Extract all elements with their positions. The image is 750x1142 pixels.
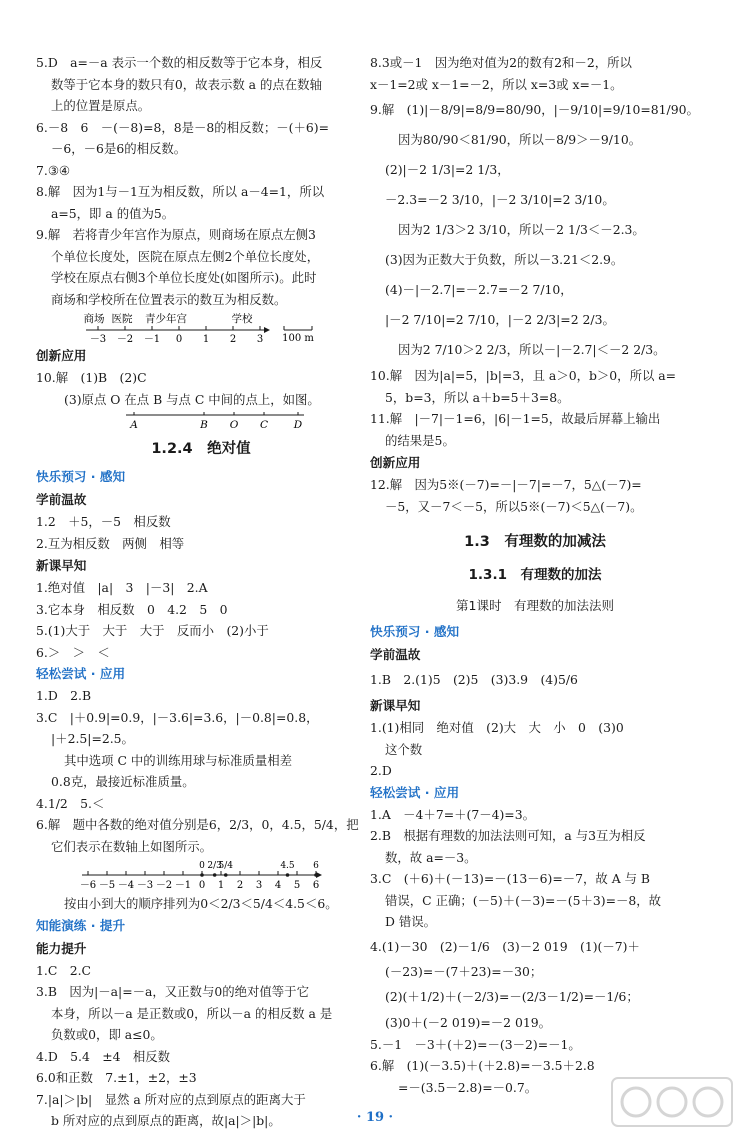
number-line-figure-9 [36,310,366,344]
heading-innovation-right: 创新应用 [370,455,421,470]
fig9-tick-label: 2 [229,334,237,344]
fig6-tick-label: －6 [79,880,97,891]
fig10-point-label: D [293,419,303,431]
answer-5: 5.D a=－a 表示一个数的相反数等于它本身，相反 数等于它本身的数只有0，故表示数 a 的点在数轴 上的位置是原点。 [36,55,323,113]
fig6-tick-label: 3 [255,880,263,891]
label-youth-palace: 青少年宫 [145,313,187,325]
answer-9: 9.解 若将青少年宫作为原点，则商场在原点左侧3 个单位长度处，医院在原点左侧2个单位长度处， 学校在原点右侧3个单位长度处(如图所示)。此时 商场和学校所在位置表示的数互为相反数。 [36,227,320,307]
heading-ability: 能力提升 [36,940,87,956]
page-number: · 19 · [356,1110,394,1125]
right-column: 8.3或－1 因为绝对值为2的数有2和－2，所以 x－1=2或 x－1=－2，所以 x=3或 x=－1。 9.解 (1)|－8/9|=8/9=80/90，|－9/10|=9/10=81/90。 因为80/90＜81/90，所以－8/9＞－9/10。 (2)|－2 1/3|=2 1/3， －2.3=－2 3/10，|－2 3/10|=2 3/10。 因为2 1/3＞2 3/10，所以－2 1/3＜－2.3。 (3)因为正数大于负数，所以－3.21＜2.9。 (4)－|－2.7|=－2.7=－2 7/10， |－2 7/10|=2 7/10，|－2 2/3|=2 2/3。 因为2 7/10＞2 2/3，所以－|－2.7|＜－2 2/3。 10.解 因为|a|=5，|b|=3，且 a＞0，b＞0，所以 a= 5，b=3，所以 a＋b=5＋3=8。 11.解 |－7|－1=6，|6|－1=5，故最后屏幕上输出 的结果是5。 创新应用 12.解 因为5※(－7)=－|－7|=－7，5△(－7)= －5，又－7＜－5，所以5※(－7)＜5△(－7)。 1.3 有理数的加减法 1.3.1 有理数的加法 第1课时 有理数的加法法则 快乐预习 · 感知 学前温故 1.B 2.(1)5 (2)5 (3)3.9 (4)5/6 新课早知 1.(1)相同 绝对值 (2)大 大 小 0 (3)0 这个数 2.D 轻松尝试 · 应用 1.A －4＋7=＋(7－4)=3。 2.B 根据有理数的加法法则可知，a 与3互为相反 数，故 a=－3。 3.C (＋6)＋(－13)=－(13－6)=－7，故 A 与 B 错误，C 正确；(－5)＋(－3)=－(5＋3)=－8，故 D 错误。 4.(1)－30 (2)－1/6 (3)－2 019 (1)(－7)＋ (－23)=－(7＋23)=－30； (2)(＋1/2)＋(－2/3)=－(2/3－1/2)=－1/6； (3)0＋(－2 019)=－2 019。 5.－1 －3＋(＋2)=－(3－2)=－1。 6.解 (1)(－3.5)＋(＋2.8)=－3.5＋2.8 =－(3.5－2.8)=－0.7。 [370,52,700,1098]
fig6-tick-label: 0 [198,880,206,891]
fig6-tick-label: －2 [155,880,173,891]
label-school: 学校 [231,313,253,325]
answer-10: 10.解 (1)B (2)C (3)原点 O 在点 B 与点 C 中间的点上，如图。 [36,370,320,407]
answer-a7: 7.|a|＞|b| 显然 a 所对应的点到原点的距离大于 b 所对应的点到原点的距离，故|a|＞|b|。 [36,1091,306,1128]
answer-7: 7.③④ [36,162,71,178]
fig6-point [224,873,228,877]
answer-t6: 6.解 题中各数的绝对值分别是6，2/3，0，4.5，5/4，把 它们表示在数轴上如图所示。 [36,817,359,854]
fig6-tick-label: －3 [136,880,154,891]
section-title-add-subtract: 1.3 有理数的加减法 [464,534,606,550]
answer-8: 8.解 因为1与－1互为相反数，所以 a－4=1，所以 a=5，即 a 的值为5。 [36,184,325,221]
fig6-tick-label: －5 [98,880,116,891]
fig9-tick-label: 3 [256,334,264,344]
number-line-figure-10 [36,410,366,432]
answer-r11: 11.解 |－7|－1=6，|6|－1=5，故最后屏幕上输出 的结果是5。 [370,411,661,448]
fig10-point-label: A [130,419,138,431]
section-title-absolute-value: 1.2.4 绝对值 [151,441,251,457]
fig6-tick-label: 2 [236,880,244,891]
fig6-tick-label: 6 [312,880,320,891]
fig6-tick-label: 1 [217,880,225,891]
number-line-figure-6 [36,857,366,893]
banner-try-right: 轻松尝试 · 应用 [370,784,460,800]
fig6-tick-label: －4 [117,880,135,891]
answer-rt2: 2.B 根据有理数的加法法则可知，a 与3互为相反 数，故 a=－3。 [370,828,646,865]
fig6-tick-label: 5 [293,880,301,891]
fig10-point-label: O [229,419,239,431]
label-hospital: 医院 [111,313,133,325]
fig9-tick-label: －3 [89,334,107,344]
fig6-point-label: 6 [313,861,319,871]
fig6-point-label: 5/4 [218,861,233,871]
fig9-tick-label: －2 [116,334,134,344]
heading-new-lesson: 新课早知 [36,558,87,573]
answer-a3: 3.B 因为|－a|=－a，又正数与0的绝对值等于它 本身，所以－a 是正数或0，所以－a 的相反数 a 是 负数或0，即 a≤0。 [36,984,333,1042]
answer-r9: 9.解 (1)|－8/9|=8/9=80/90，|－9/10|=9/10=81/90。 因为80/90＜81/90，所以－8/9＞－9/10。 (2)|－2 1/3|=2 1/3， －2.3=－2 3/10，|－2 3/10|=2 3/10。 因为2 1/3＞2 3/10，所以－2 1/3＜－2.3。 (3)因为正数大于负数，所以－3.21＜2.9。 (4)－|－2.7|=－2.7=－2 7/10， |－2 7/10|=2 7/10，|－2 2/3|=2 2/3。 因为2 7/10＞2 2/3，所以－|－2.7|＜－2 2/3。 [370,102,699,357]
label-mall: 商场 [83,313,105,325]
section-title-addition: 1.3.1 有理数的加法 [468,567,602,583]
fig6-point-label: 2/3 [207,861,222,871]
scale-label: 100 m [282,333,314,344]
banner-practice: 知能演练 · 提升 [36,917,126,933]
answer-r8: 8.3或－1 因为绝对值为2的数有2和－2，所以 x－1=2或 x－1=－2，所以 x=3或 x=－1。 [370,55,632,92]
banner-preview-right: 快乐预习 · 感知 [370,624,460,639]
banner-try: 轻松尝试 · 应用 [36,666,126,681]
answer-r12: 12.解 因为5※(－7)=－|－7|=－7，5△(－7)= －5，又－7＜－5，所以5※(－7)＜5△(－7)。 [370,477,643,514]
watermark-logo [610,1076,734,1128]
answer-rt3: 3.C (＋6)＋(－13)=－(13－6)=－7，故 A 与 B 错误，C 正确；(－5)＋(－3)=－(5＋3)=－8，故 D 错误。 [370,871,662,929]
fig9-tick-label: 1 [202,334,210,344]
answer-rt6: 6.解 (1)(－3.5)＋(＋2.8)=－3.5＋2.8 =－(3.5－2.8)=－0.7。 [370,1058,595,1095]
fig6-tick-label: 4 [274,880,282,891]
heading-review-right: 学前温故 [370,647,421,662]
answer-r10: 10.解 因为|a|=5，|b|=3，且 a＞0，b＞0，所以 a= 5，b=3，所以 a＋b=5＋3=8。 [370,368,677,405]
lesson-title: 第1课时 有理数的加法法则 [456,598,614,613]
banner-preview: 快乐预习 · 感知 [36,469,126,484]
fig10-point-label: B [200,419,208,431]
fig6-tick-label: －1 [174,880,192,891]
left-column: 5.D a=－a 表示一个数的相反数等于它本身，相反 数等于它本身的数只有0，故表示数 a 的点在数轴 上的位置是原点。 6.－8 6 －(－8)=8，8是－8的相反数；－(＋6)= －6，－6是6的相反数。 7.③④ 8.解 因为1与－1互为相反数，所以 a－4=1，所以 a=5，即 a 的值为5。 9.解 若将青少年宫作为原点，则商场在原点左侧3 个单位长度处，医院在原点左侧2个单位长度处， 学校在原点右侧3个单位长度处(如图所示)。此时 商场和学校所在位置表示的数互为相反数。 商场 医院 青少年宫 学校 －3 －2 －1 0 1 2 3 100 m 创新应用 10.解 (1)B (2)C (3)原点 O 在点 B 与点 C 中间的点上，如图。 A B O C D 1.2.4 绝对值 快乐预习 · 感知 学前温故 1.2 ＋5，－5 相反数 2.互为相反数 两侧 相等 新课早知 1.绝对值 |a| 3 |－3| 2.A 3.它本身 相反数 0 4.2 5 0 5.(1)大于 大于 大于 反而小 (2)小于 6.＞ ＞ ＜ 轻松尝试 · 应用 1.D 2.B 3.C |＋0.9|=0.9，|－3.6|=3.6，|－0.8|=0.8， |＋2.5|=2.5。 其中选项 C 中的训练用球与标准质量相差 0.8克，最接近标准质量。 4.1/2 5.＜ 6.解 题中各数的绝对值分别是6，2/3，0，4.5，5/4，把 它们表示在数轴上如图所示。 －6 －5 －4 －3 －2 －1 0 1 2 3 4 5 6 0 2/3 5/4 4.5 6 按由小到大的顺序排列为0＜2/3＜5/4＜4.5＜6。 知能演练 · 提升 能力提升 1.C 2.C 3.B 因为|－a|=－a，又正数与0的绝对值等于它 本身，所以－a 是正数或0，所以－a 的相反数 a 是 负数或0，即 a≤0。 4.D 5.4 ±4 相反数 6.0和正数 7.±1，±2，±3 7.|a|＞|b| 显然 a 所对应的点到原点的距离大于 b 所对应的点到原点的距离，故|a|＞|b|。 [36,52,366,1132]
fig10-point-label: C [259,419,269,431]
fig9-tick-label: 0 [175,334,183,344]
fig6-point [200,873,204,877]
heading-innovation: 创新应用 [36,348,87,363]
fig6-point [213,873,217,877]
fig6-point [286,873,290,877]
answer-6: 6.－8 6 －(－8)=8，8是－8的相反数；－(＋6)= －6，－6是6的相反数。 [36,119,329,156]
answer-t3: 3.C |＋0.9|=0.9，|－3.6|=3.6，|－0.8|=0.8， |＋2.5|=2.5。 其中选项 C 中的训练用球与标准质量相差 0.8克，最接近标准质量。 [36,709,319,789]
heading-review: 学前温故 [36,492,87,507]
fig6-point [314,873,318,877]
fig6-point-label: 0 [199,861,205,871]
answer-rt4: 4.(1)－30 (2)－1/6 (3)－2 019 (1)(－7)＋ (－23)=－(7＋23)=－30； (2)(＋1/2)＋(－2/3)=－(2/3－1/2)=－1/6； (3)0＋(－2 019)=－2 019。 [370,938,640,1030]
heading-new-lesson-right: 新课早知 [370,698,421,713]
fig9-tick-label: －1 [143,334,161,344]
fig6-point-label: 4.5 [280,861,295,871]
